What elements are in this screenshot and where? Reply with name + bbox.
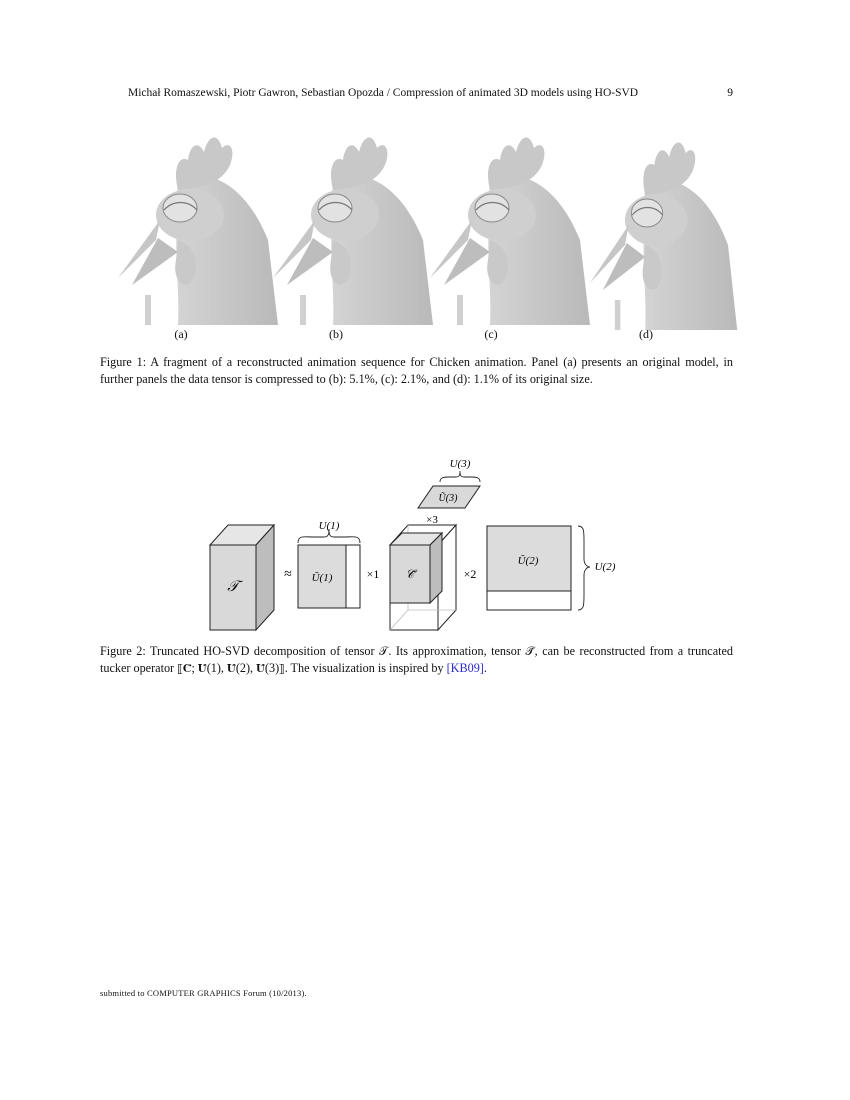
panel-b-image [273,137,433,325]
u3-brace-label: U(3) [449,458,471,470]
panel-label-c: (c) [484,327,498,341]
u2-tilde-label: Ũ(2) [517,555,539,567]
u1-brace-label: U(1) [318,520,340,532]
times2-symbol: ×2 [463,567,477,581]
core-label: 𝒞̃ [405,567,415,581]
u2-matrix [487,526,616,610]
page-footer: submitted to COMPUTER GRAPHICS Forum (10/2013). [100,988,307,998]
figure-1-renders [100,120,750,350]
citation-link-kb09[interactable]: [KB09] [446,661,484,675]
u1-tilde-label: Ũ(1) [311,572,333,584]
panel-c-image [430,137,590,325]
u3-tilde-label: Ũ(3) [438,493,458,504]
figure-2-diagram [190,445,650,645]
core-tensor [390,525,456,630]
tensor-label: 𝒯 [227,579,239,595]
tensor-box [210,525,274,630]
times1-symbol: ×1 [366,567,380,581]
panel-d-image [590,142,737,330]
panel-label-a: (a) [174,327,188,341]
times3-symbol: ×3 [426,514,438,526]
panel-label-b: (b) [329,327,343,341]
u2-brace-label: U(2) [594,561,616,573]
u3-matrix [418,458,480,526]
page-number: 9 [727,87,733,99]
figure-2-caption [100,643,733,677]
figure-2-caption-text: Figure 2: Truncated HO-SVD decomposition of tensor 𝒯. Its approximation, tensor 𝒯̃, can be reconstructed from a truncated tucker operator ⟦𝐂̃; 𝐔̃(1), 𝐔̃(2), 𝐔̃(3)⟧. The visualization is inspired by [100,644,733,675]
figure-1-caption: Figure 1: A fragment of a reconstructed animation sequence for Chicken animation. Panel (a) presents an original model, in further panels the data tensor is compressed to (b): 5.1%, (c): 2.1%, and (d): 1.1% of its original size. [100,355,733,386]
running-title: Michał Romaszewski, Piotr Gawron, Sebastian Opozda / Compression of animated 3D models using HO-SVD [128,87,639,99]
panel-a-image [118,137,278,325]
figure-2-caption-end: . [483,661,487,675]
panel-label-d: (d) [639,327,653,341]
u1-matrix [298,520,360,608]
running-header [128,87,733,99]
approx-symbol: ≈ [284,567,292,582]
